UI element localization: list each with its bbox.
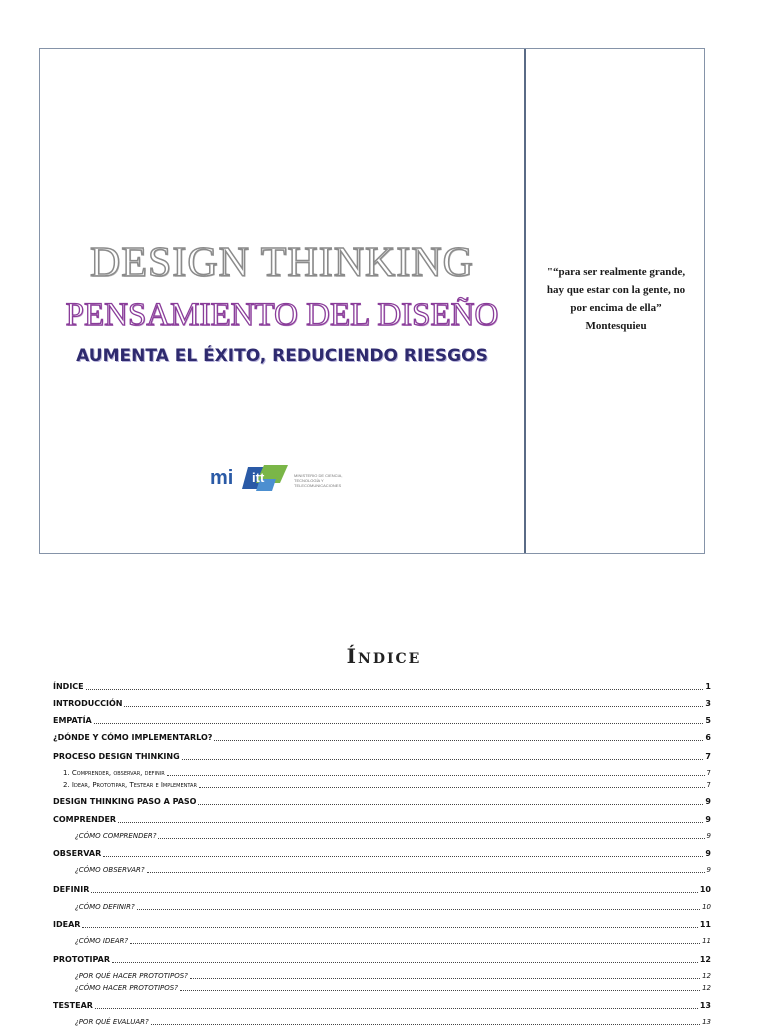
toc-dot-leader xyxy=(198,803,703,805)
cover-quote xyxy=(532,263,700,335)
toc-entry-page: 9 xyxy=(705,815,711,824)
toc-dot-leader xyxy=(182,758,704,760)
toc-entry[interactable] xyxy=(53,866,711,874)
toc-dot-leader xyxy=(147,871,705,873)
toc-entry-page: 13 xyxy=(699,1001,711,1010)
toc-dot-leader xyxy=(118,821,703,823)
toc-entry-label: OBSERVAR xyxy=(53,849,102,858)
toc-entry[interactable] xyxy=(53,972,711,980)
toc-entry-label: ¿POR QUÉ EVALUAR? xyxy=(75,1018,149,1026)
toc-entry-label: EMPATÍA xyxy=(53,716,92,725)
toc-entry-page: 9 xyxy=(705,849,711,858)
toc-entry-page: 6 xyxy=(705,733,711,742)
toc-entry-page: 10 xyxy=(702,903,711,911)
toc-entry-page: 12 xyxy=(702,984,711,992)
toc-entry-page: 11 xyxy=(702,937,711,945)
toc-entry[interactable] xyxy=(53,984,711,992)
index-title: Índice xyxy=(346,644,422,668)
toc-entry[interactable] xyxy=(53,885,711,894)
toc-entry-page: 9 xyxy=(706,866,711,874)
micitt-logo xyxy=(208,459,348,499)
logo-caption: MINISTERIO DE CIENCIA, TECNOLOGÍA Y TELECOMUNICACIONES xyxy=(294,473,343,488)
toc-entry-label: ¿CÓMO DEFINIR? xyxy=(75,903,135,911)
toc-entry[interactable] xyxy=(53,903,711,911)
logo-icon xyxy=(242,463,290,493)
toc-entry-page: 7 xyxy=(706,769,711,777)
toc-entry[interactable] xyxy=(53,955,711,964)
toc-dot-leader xyxy=(151,1023,700,1025)
toc-dot-leader xyxy=(167,774,705,776)
toc-entry[interactable] xyxy=(53,797,711,806)
toc-entry-page: 10 xyxy=(699,885,711,894)
toc-dot-leader xyxy=(86,688,704,690)
toc-entry[interactable] xyxy=(53,781,711,789)
toc-dot-leader xyxy=(158,837,704,839)
toc-entry-page: 1 xyxy=(705,682,711,691)
toc-dot-leader xyxy=(124,705,703,707)
quote-line: por encima de ella” xyxy=(570,302,662,314)
toc-entry-label: 2. Idear, Prototipar, Testear e Implementar xyxy=(63,781,197,789)
toc-dot-leader xyxy=(95,1007,698,1009)
toc-entry[interactable] xyxy=(53,1001,711,1010)
toc-entry-label: TESTEAR xyxy=(53,1001,93,1010)
toc-entry-label: ÍNDICE xyxy=(53,682,84,691)
toc-entry[interactable] xyxy=(53,937,711,945)
cover-divider xyxy=(524,49,526,553)
toc-entry-label: PROTOTIPAR xyxy=(53,955,110,964)
toc-entry-label: DEFINIR xyxy=(53,885,90,894)
toc-entry-label: COMPRENDER xyxy=(53,815,117,824)
toc-entry-label: IDEAR xyxy=(53,920,81,929)
toc-entry[interactable] xyxy=(53,849,711,858)
toc-dot-leader xyxy=(82,926,697,928)
toc-entry-page: 13 xyxy=(702,1018,711,1026)
toc-entry-label: ¿DÓNDE Y CÓMO IMPLEMENTARLO? xyxy=(53,733,213,742)
toc-entry-label: DESIGN THINKING PASO A PASO xyxy=(53,797,197,806)
cover-title: DESIGN THINKING xyxy=(89,240,475,286)
toc-entry[interactable] xyxy=(53,682,711,691)
toc-entry-page: 12 xyxy=(702,972,711,980)
toc-entry[interactable] xyxy=(53,769,711,777)
toc-entry-label: ¿CÓMO IDEAR? xyxy=(75,937,129,945)
toc-entry[interactable] xyxy=(53,920,711,929)
toc-dot-leader xyxy=(137,908,700,910)
toc-dot-leader xyxy=(199,786,705,788)
toc-entry-label: ¿CÓMO COMPRENDER? xyxy=(75,832,157,840)
toc-dot-leader xyxy=(112,961,698,963)
logo-text: mi xyxy=(210,467,234,489)
cover-subtitle: PENSAMIENTO DEL DISEÑO xyxy=(65,297,499,333)
toc-entry-label: ¿CÓMO HACER PROTOTIPOS? xyxy=(75,984,178,992)
toc-entry[interactable] xyxy=(53,699,711,708)
toc-entry-label: 1. Comprender, observar, definir xyxy=(63,769,165,777)
cover-page xyxy=(39,48,705,554)
cover-tagline: AUMENTA EL ÉXITO, REDUCIENDO RIESGOS xyxy=(76,346,488,366)
toc-entry-page: 11 xyxy=(699,920,711,929)
toc-dot-leader xyxy=(190,977,700,979)
toc-dot-leader xyxy=(103,855,703,857)
toc-dot-leader xyxy=(180,989,700,991)
quote-line: hay que estar con la gente, no xyxy=(546,284,686,296)
toc-entry-page: 7 xyxy=(705,752,711,761)
toc-entry-page: 7 xyxy=(706,781,711,789)
toc-entry[interactable] xyxy=(53,1018,711,1026)
toc-entry[interactable] xyxy=(53,752,711,761)
toc-dot-leader xyxy=(130,942,700,944)
toc-entry-label: ¿CÓMO OBSERVAR? xyxy=(75,866,145,874)
toc-dot-leader xyxy=(214,739,703,741)
toc-entry-label: INTRODUCCIÓN xyxy=(53,699,123,708)
toc-entry-page: 5 xyxy=(705,716,711,725)
toc-entry[interactable] xyxy=(53,815,711,824)
toc-entry[interactable] xyxy=(53,832,711,840)
toc-entry-label: ¿POR QUÉ HACER PROTOTIPOS? xyxy=(75,972,188,980)
quote-author: Montesquieu xyxy=(585,320,647,332)
quote-line: "“para ser realmente grande, xyxy=(546,266,686,278)
toc-entry[interactable] xyxy=(53,733,711,742)
toc-entry-page: 3 xyxy=(705,699,711,708)
logo-text-itt: itt xyxy=(252,470,265,485)
toc-dot-leader xyxy=(94,722,704,724)
toc-dot-leader xyxy=(91,891,697,893)
toc-entry-page: 9 xyxy=(705,797,711,806)
toc-entry-page: 12 xyxy=(699,955,711,964)
toc-entry-page: 9 xyxy=(706,832,711,840)
toc-entry[interactable] xyxy=(53,716,711,725)
toc-entry-label: PROCESO DESIGN THINKING xyxy=(53,752,180,761)
